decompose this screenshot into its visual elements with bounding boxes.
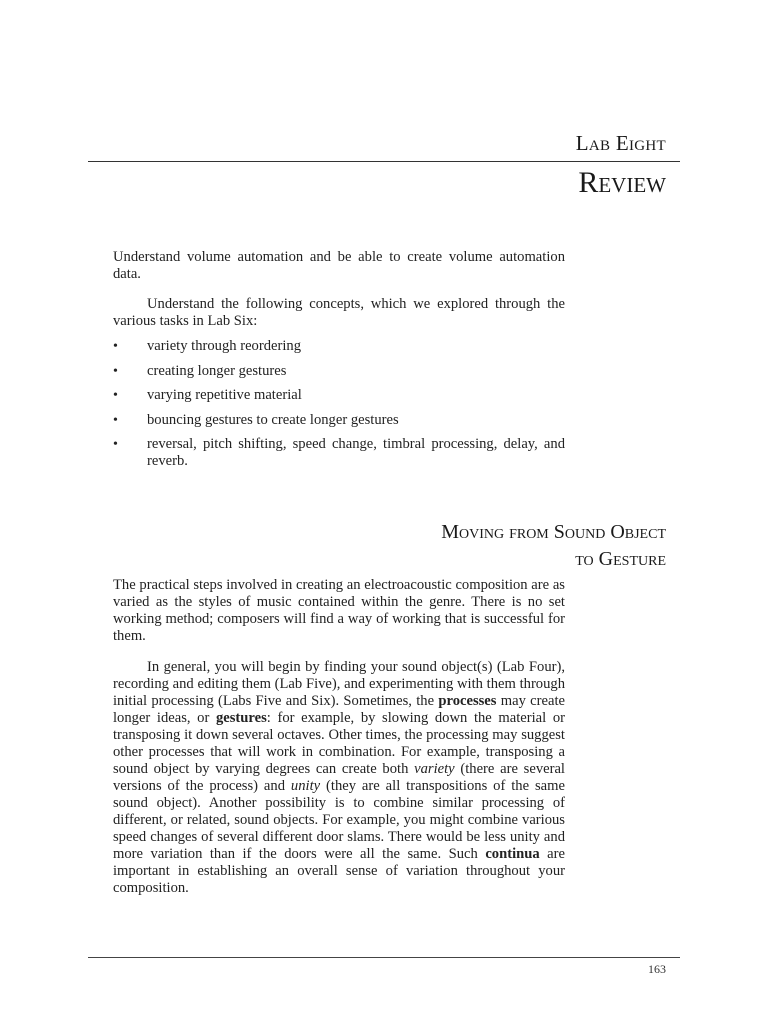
term-continua: continua [485, 846, 540, 862]
term-variety: variety [414, 761, 455, 777]
concepts-paragraph [113, 296, 565, 330]
list-item-text: varying repetitive material [147, 387, 302, 403]
bullet-icon: • [113, 437, 118, 452]
practical-steps-paragraph [113, 577, 565, 645]
bullet-icon: • [113, 339, 118, 354]
concepts-intro-text: Understand the following concepts, which we explored through the various tasks in Lab Six: [113, 296, 565, 329]
page-number: 163 [648, 962, 666, 976]
text-run: : for example, by slowing down the material or transposing it down several octaves. Other times, the processing may suggest other processes that will work in combination. For example, transposing a sound object by varying degrees can create both [113, 710, 565, 777]
general-process-paragraph [113, 659, 565, 897]
term-processes: processes [438, 693, 497, 709]
text-run: (there are several versions of the process) and [113, 761, 565, 794]
text-run: may create longer ideas, or [113, 693, 565, 726]
section-heading-line1: Moving from Sound Object [441, 521, 666, 543]
page-title: Review [578, 166, 666, 199]
section-heading-line2: to Gesture [575, 548, 666, 570]
list-item [113, 412, 565, 429]
list-item [113, 387, 565, 404]
text-run: are important in establishing an overall sense of variation throughout your composition. [113, 846, 565, 896]
list-item [113, 338, 565, 355]
lab-label: Lab Eight [575, 131, 666, 155]
concept-list [113, 338, 565, 478]
footer-divider [88, 957, 680, 958]
bullet-icon: • [113, 388, 118, 403]
list-item-text: reversal, pitch shifting, speed change, timbral processing, delay, and reverb. [147, 436, 565, 469]
list-item [113, 363, 565, 380]
title-divider [88, 161, 680, 162]
practical-steps-text: The practical steps involved in creating an electroacoustic composition are as varied as the styles of music contained within the genre. There is no set working method; composers will find a way of working that is successful for them. [113, 577, 565, 644]
text-run: In general, you will begin by finding your sound object(s) (Lab Four), recording and editing them (Lab Five), and experimenting with them through initial processing (Labs Five and Six). Sometimes, the [113, 659, 565, 709]
intro-paragraph [113, 249, 565, 283]
bullet-icon: • [113, 412, 118, 428]
section-heading [441, 519, 666, 573]
bullet-icon: • [113, 363, 118, 379]
list-item-text: variety through reordering [147, 338, 301, 354]
term-unity: unity [290, 778, 321, 794]
term-gestures: gestures [215, 710, 267, 726]
general-process-text [113, 659, 565, 897]
intro-text: Understand volume automation and be able to create volume automation data. [113, 249, 565, 282]
list-item-text: bouncing gestures to create longer gestures [147, 411, 399, 428]
text-run: (they are all transpositions of the same sound object). Another possibility is to combine similar processing of different, or related, sound objects. For example, you might combine various speed changes of several different door slams. There would be less unity and more variation than if the doors were all the same. Such [113, 778, 565, 862]
list-item-text: creating longer gestures [147, 362, 287, 379]
list-item [113, 436, 565, 470]
